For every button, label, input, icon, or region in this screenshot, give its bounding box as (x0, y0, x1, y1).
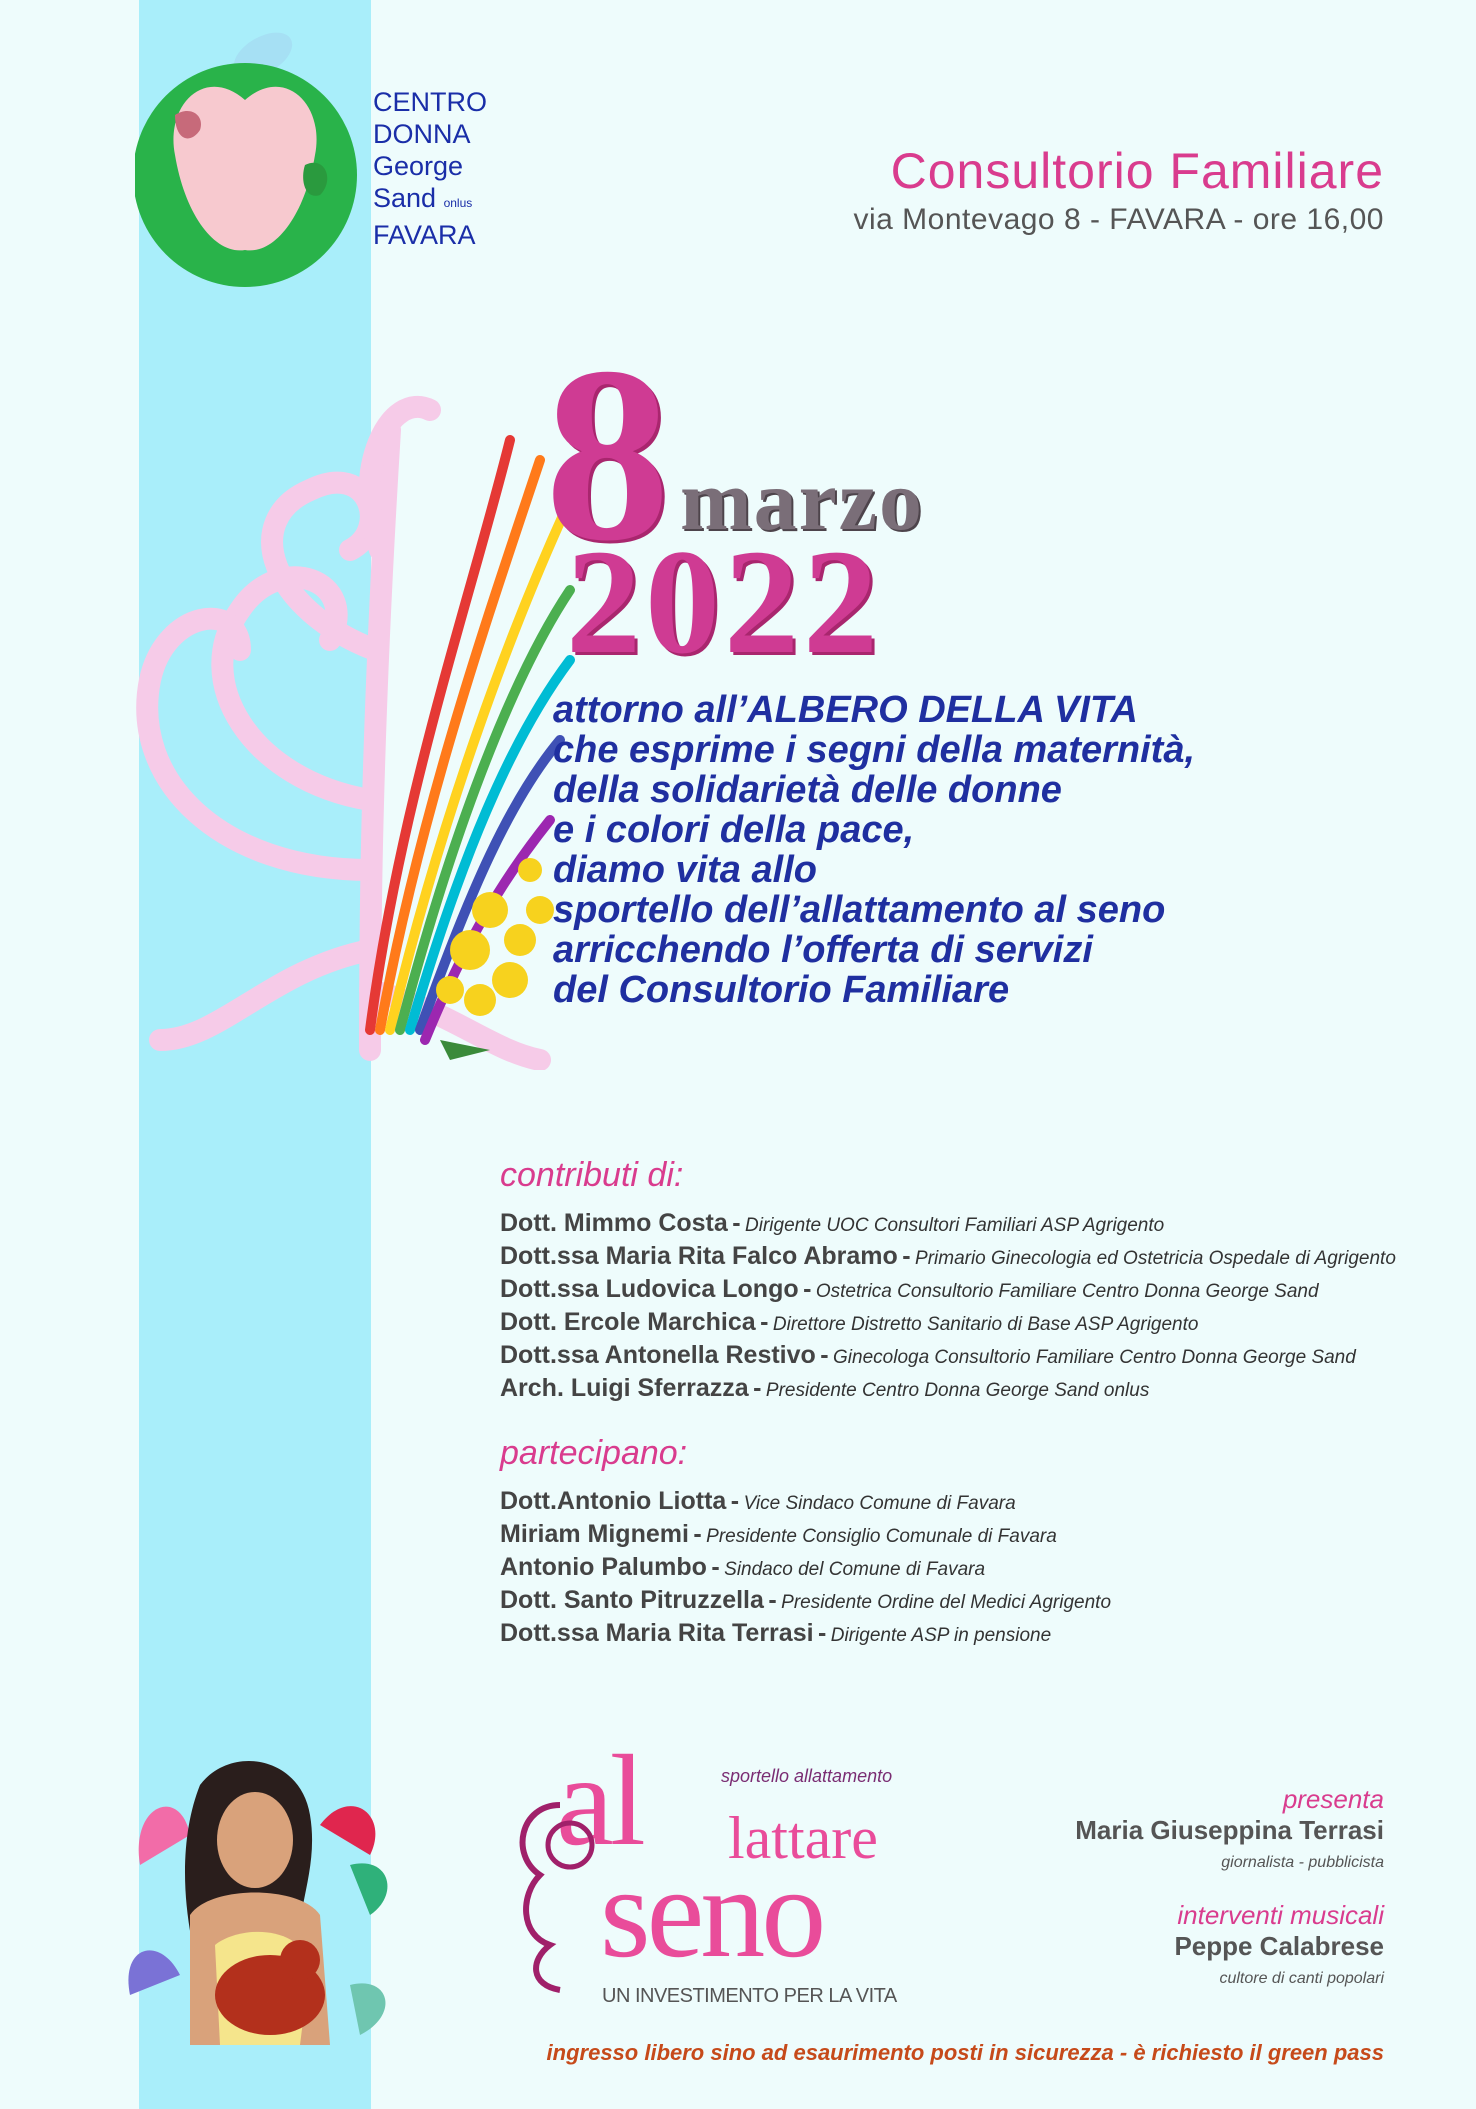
musica-role: cultore di canti popolari (1219, 1970, 1384, 1987)
footer-note: ingresso libero sino ad esaurimento posti in sicurezza - è richiesto il green pass (546, 2040, 1384, 2065)
header-subtitle: via Montevago 8 - FAVARA - ore 16,00 (853, 203, 1384, 236)
brand-lattare: lattare (728, 1805, 878, 1871)
intro-line: e i colori della pace, (553, 809, 915, 851)
brand-tagline: UN INVESTIMENTO PER LA VITA (602, 1985, 897, 2007)
brand-seno: seno (600, 1841, 823, 1985)
tree-of-life-illustration (70, 350, 590, 1070)
list-item: Arch. Luigi Sferrazza - Presidente Centro Donna George Sand onlus (500, 1374, 1150, 1402)
intro-line: sportello dell’allattamento al seno (553, 889, 1166, 931)
intro-text (553, 690, 1195, 1010)
logo-line: George (373, 151, 464, 181)
contributi-heading: contributi di: (500, 1156, 684, 1194)
list-item: Dott. Ercole Marchica - Direttore Distretto Sanitario di Base ASP Agrigento (500, 1308, 1199, 1336)
logo-line: CENTRO (373, 87, 487, 117)
partecipano-section (500, 1434, 1111, 1650)
presenta-label: presenta (1282, 1784, 1384, 1814)
musica-name: Peppe Calabrese (1174, 1931, 1384, 1961)
list-item: Miriam Mignemi - Presidente Consiglio Comunale di Favara (500, 1520, 1057, 1548)
brand-al: al (556, 1729, 642, 1873)
list-item: Dott.ssa Maria Rita Falco Abramo - Primario Ginecologia ed Ostetricia Ospedale di Agrigento (500, 1242, 1396, 1270)
intro-line: attorno all’ALBERO DELLA VITA (553, 689, 1138, 731)
intro-line: diamo vita allo (553, 849, 817, 891)
list-item: Dott. Santo Pitruzzella - Presidente Ordine del Medici Agrigento (500, 1586, 1112, 1614)
list-item: Dott. Mimmo Costa - Dirigente UOC Consultori Familiari ASP Agrigento (500, 1209, 1165, 1237)
presenta-role: giornalista - pubblicista (1221, 1854, 1384, 1871)
intro-line: del Consultorio Familiare (553, 969, 1010, 1011)
contributi-section (500, 1156, 1396, 1405)
musica-block (1174, 1900, 1384, 1988)
date-year: 2022 (566, 519, 882, 685)
list-item: Dott.Antonio Liotta - Vice Sindaco Comune di Favara (500, 1487, 1016, 1515)
list-item: Dott.ssa Antonella Restivo - Ginecologa Consultorio Familiare Centro Donna George Sand (500, 1341, 1356, 1369)
logo-onlus: onlus (443, 196, 473, 210)
list-item: Dott.ssa Maria Rita Terrasi - Dirigente ASP in pensione (500, 1619, 1052, 1647)
logo-line: DONNA (373, 119, 471, 149)
logo-text (373, 86, 487, 251)
apple-logo (135, 5, 375, 295)
mother-breastfeeding-illustration (120, 1745, 410, 2065)
list-item: Dott.ssa Ludovica Longo - Ostetrica Consultorio Familiare Centro Donna George Sand (500, 1275, 1319, 1303)
musica-label: interventi musicali (1177, 1900, 1384, 1930)
intro-line: che esprime i segni della maternità, (553, 729, 1196, 771)
logo-city: FAVARA (373, 220, 476, 250)
intro-line: arricchendo l’offerta di servizi (553, 929, 1093, 971)
presenta-block (1075, 1784, 1384, 1872)
date-month: marzo (680, 452, 924, 548)
brand-mother-silhouette-icon (500, 1795, 610, 1995)
brand-caption: sportello allattamento (721, 1766, 893, 1786)
list-item: Antonio Palumbo - Sindaco del Comune di Favara (500, 1553, 986, 1581)
header-title: Consultorio Familiare (890, 143, 1384, 199)
date-day: 8 (545, 316, 670, 593)
presenta-name: Maria Giuseppina Terrasi (1075, 1815, 1384, 1845)
partecipano-heading: partecipano: (500, 1434, 688, 1472)
intro-line: della solidarietà delle donne (553, 769, 1062, 811)
logo-line: Sand (373, 183, 437, 213)
